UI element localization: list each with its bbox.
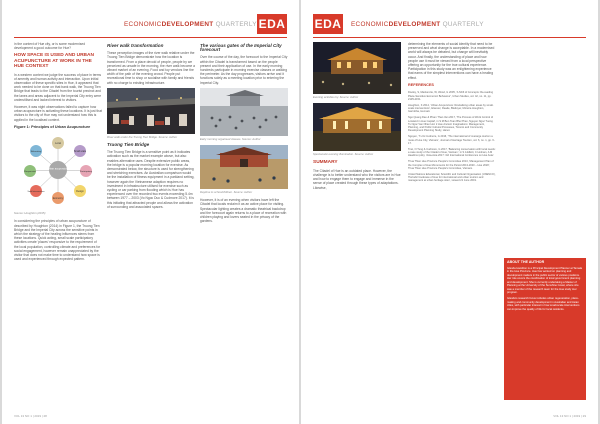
header-rule xyxy=(14,37,287,38)
paragraph: The Truong Tien Bridge is a sensitive point as it indicates activation such as the market example above, but also enables alternative uses. Despite extensive public areas, the bridge is a popular morning location for exercise. As demonstrated below, the structure is used for strengthening and stretching exercises. An Australian comparison would be the installation of fitness equipment in a parkland setting, however again the Vietnamese adaption requires no investment in infrastructure utilised for exercise such as cycling or car parking from flooding which is Hue has experienced over the recorded two events exceeding 5.4m between 1977 – 2003 (Vo Ngoc Duc & Cudmore 2017). It is this initiating that attracted people and allows the activation of surrounding and associated spaces. xyxy=(107,150,195,209)
left-column-2 xyxy=(107,42,195,212)
magazine-title xyxy=(351,21,484,28)
title-economic: ECONOMIC xyxy=(351,21,389,28)
page-footer: VOL 13 NO 1 | 2019 | 28 xyxy=(14,414,47,418)
diagram-node-3 xyxy=(80,165,93,177)
title-economic: ECONOMIC xyxy=(124,21,162,28)
diagram-node-label: Relocating xyxy=(30,151,42,154)
eda-logo: EDA xyxy=(313,14,343,34)
urban-acupuncture-diagram xyxy=(14,131,102,209)
illumination-photo xyxy=(313,103,401,151)
forecourt-photo xyxy=(200,88,288,136)
subheading: The various gates of the Imperial City forecourt xyxy=(200,43,282,53)
diagram-node-7 xyxy=(24,165,36,177)
paragraph: In a western context we judge the success of place in terms of amenity and human activity and interaction. Upon initial observation of these specific sites in Hue, it appeared that work needed to be done on that bank walk, the Truong Tien Bridge that leads to the Citadel from the tourist precinct and the lanes and areas adjacent to the Imperial City entry were underutilised and lacked interest to visitors. xyxy=(14,72,102,102)
diagram-center-label: Urban acupuncture xyxy=(46,167,70,171)
evening-photo xyxy=(313,42,401,94)
subheading: Truong Tien Bridge xyxy=(107,142,150,148)
title-quarterly: QUARTERLY xyxy=(442,21,484,28)
photo-caption: Evening activities by. Source: Author xyxy=(313,95,359,99)
paragraph: Over the course of the day, the forecourt to the Imperial City within the Citadel is transformed based on the people present and their application of use. In the early morning hundreds participate in morning exercise classes or walking the perimeter. As the day progresses, visitors arrive and it functions solely as a meeting location prior to entering the Imperial City. xyxy=(200,55,288,85)
title-development: DEVELOPMENT xyxy=(161,21,214,28)
about-author-text: Glenda Hamilton is a Principal Development Planner at Tamala in the Hue Province. Hue has worked on planning and development matters in the public sector of various positions. Her role covers the coordination of local government planning and development. She is currently undertaking a Master of Planning at the University of the Sunshine Coast, where she was a member of the research team for the Hue study tour program. xyxy=(507,266,582,294)
left-page xyxy=(2,0,299,424)
diagram-node-label: Participatory xyxy=(79,171,93,174)
paragraph: However, it was night observations failed to capture how urban acupuncture is activating these locations. It is just that visitors to the city of Hue may not understand how this is applied in the localised context. xyxy=(14,105,102,122)
intro-text: in the context of Hue city, or is some modernised development a good outcome for Hue? xyxy=(14,42,86,51)
about-author-text: Glenda's research focus includes urban regeneration, place-making and community development in Australian and Asian cities, with particular interest in how small-scale interventions can improve the quality of life for local residents. xyxy=(507,297,580,311)
diagram-node-label: Economy xyxy=(53,197,63,201)
photo-caption: Early morning organised classes. Source: Author xyxy=(200,136,261,141)
right-page xyxy=(301,0,598,424)
left-column-3 xyxy=(200,42,288,226)
paragraph: determining the elements of social identity that need to be preserved and what change is acceptable. In a modernised world will always be debated, but change will inevitably occur. And finally, the understanding of place and how people use it must be viewed from a local perspective offering an opportunity for the true cultural experience. Participation in this study was an enlightening experience that earns of the simplest interventions can have a healing effect. xyxy=(408,42,495,80)
reference-item: Nguyen, T H & Cudmore, G 2016, 'The international of overarge tourism a route of Hue City, Vietnam', Journal of Heritage Tourism, vol. 6, no. 1, pp. 6-17. xyxy=(408,135,495,145)
figure-title: Figure 1: Principles of Urban Acupuncture xyxy=(14,124,91,129)
header-rule xyxy=(313,37,586,38)
diagram-node-label: Responsive xyxy=(24,171,36,174)
title-quarterly: QUARTERLY xyxy=(215,21,257,28)
diagram-node-5 xyxy=(52,192,64,204)
about-author-box xyxy=(504,258,586,400)
paragraph: In considering the principles of urban acupuncture of described by Houghton (2014) in Figure 1, the Truong Tien Bridge and the Imperial City across the sensitive points in which the strategy of the healing influences stems from these locations. Quick acting, small scale participatory activities create 'places' responsive to the requirement of the local population, controlling climate and preferences for social engagement, however remain unappreciated by the visitor that does not make time to understand how space is used and experienced through expected pattern. xyxy=(14,219,101,262)
section-heading: HOW SPACE IS USED AND URBAN ACUPUNCTURE AT WORK IN THE HUE CONTEXT xyxy=(14,53,94,70)
diagram-node-label: Small scale xyxy=(73,150,87,154)
diagram-node-1 xyxy=(52,137,64,149)
diagram-node-4 xyxy=(74,185,86,197)
diagram-node-label: Design xyxy=(76,190,84,194)
reference-item: Thua Thien Hue Province People's Committee 2013, 'Management Plan of the Complex of Hue Monuments for the Period 2013-2020 – Hue 2020', Thua Thien Hue Province People's Committee, Vietnam. xyxy=(408,160,494,170)
paragraph: The Citadel of Hue is an outdated place. However, the challenge is to better understand who the visitors are in Hue and how to engage them to engage and immerse in the sense of place created through these types of adaptations. Likewise, xyxy=(313,168,401,190)
daytime-photo xyxy=(200,145,288,189)
river-walk-photo xyxy=(107,88,195,134)
paragraph: However, it is of an evening when visitors have left the Citadel that locals reclaim it as an active place for visiting. Spectacular lighting creates a dramatic theatrical backdrop and the forecourt again returns to a place of recreation with children playing and lovers seated in the privacy of the gardens. xyxy=(200,198,287,224)
diagram-node-label: Local xyxy=(55,142,61,146)
reference-item: Tran, N Tung & Cudmore, G 2017, 'Balancing conservation with local needs: a case study of the Citadel of Hue, Vietnam', in S A Elliott, C Holman, A M Hawkins (eds), 'Asia-Asia 2017: 3rd International Conference on Hue Asia'. xyxy=(408,147,496,158)
right-column-1 xyxy=(313,42,401,193)
photo-caption: River walk under the Truong Tien Bridge. Source: Author xyxy=(107,134,178,139)
summary-heading: SUMMARY xyxy=(313,160,338,166)
diagram-node-6 xyxy=(28,185,45,197)
reference-item: Dooley, S, Mackenzie, W, Wood, G 2005, 'A Shift of Concepts: Re-reading Place-Sensitive Economic Behaviour', Urban Studies, vol. 42, no. 11, pp. 2135-2151. xyxy=(408,91,494,101)
reference-item: United Nations Educational, Scientific and Cultural Organisation (UNESCO), 'Periodic bookcase of Hue for international and urban tourism and management at urban heritage sites', viewed 21 June 2019. xyxy=(408,172,496,183)
title-development: DEVELOPMENT xyxy=(388,21,441,28)
page-footer: VOL 13 NO 1 | 2019 | 29 xyxy=(553,414,586,418)
diagram-center xyxy=(47,161,70,179)
paragraph: These perception images of the river walk relative under the Truong Tien Bridge demonstrate how the location is transformed. From a place devoid of people, people by we perceived as unsafe in the morning, the river walk become a vibrant market of an evening. Food and toy vendors line the width of the path of the evening crowd. People put recreational time to shop or socialise with family and friends with no charge to existing infrastructure. xyxy=(107,51,195,85)
reference-item: Houghton, K 2014, 'Urban Acupuncture: Revitalising urban areas by small-scale interventions', Elsevier, Reade, Bledoyer, Moreira Houghton, Garrubba, Hennatt. xyxy=(408,103,494,114)
diagram-node-8 xyxy=(30,145,42,157)
photo-caption: Daytime to schoolchildren. Source: Author xyxy=(200,190,253,195)
photo-caption: Spectacular evening illumination. Source: Author xyxy=(313,152,374,157)
reference-item: Ngo Quang Dao & Pham Than Van 2017, 'The Process of Work Control of Lowland in Hue Capital', in S M Ben Toan Bhe Phan, Nguyen Ngoc Tuong Tu Ngoc Van Nhan Hoc 2 Hue Ancient Imaginations: Management, Planning, and Public Cultural Processes, Toronto and Community Development Planning Study, Hanoi. xyxy=(408,116,493,133)
about-author-title: ABOUT THE AUTHOR xyxy=(507,260,545,264)
diagram-node-label: Small interventions xyxy=(27,191,45,194)
references-heading: REFERENCES xyxy=(408,82,434,87)
left-column-1 xyxy=(14,42,102,265)
figure-source: Source: Houghton (2015) xyxy=(14,211,46,216)
right-column-2 xyxy=(408,42,496,185)
page-header xyxy=(14,14,287,38)
diagram-node-2 xyxy=(74,145,87,157)
subheading: River walk transformation xyxy=(107,43,164,48)
page-header xyxy=(313,14,586,38)
magazine-title xyxy=(124,21,257,28)
eda-logo: EDA xyxy=(257,14,287,34)
